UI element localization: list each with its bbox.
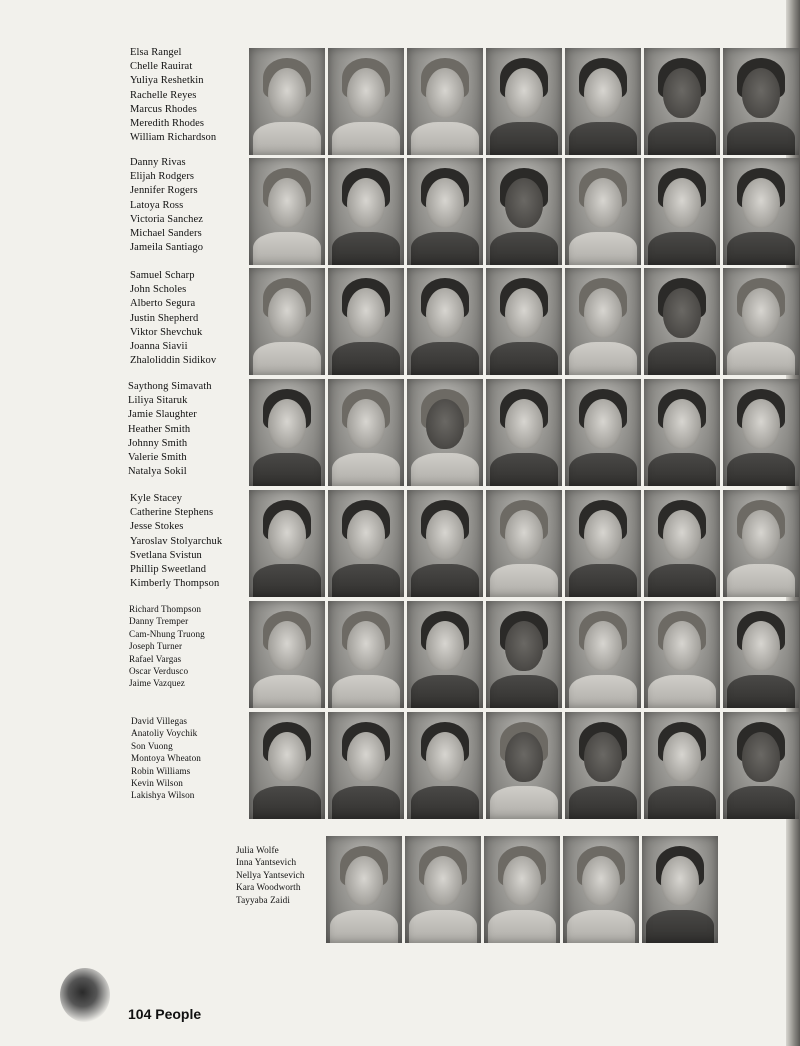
student-name: Johnny Smith bbox=[128, 437, 188, 449]
student-name: Joanna Siavii bbox=[130, 341, 188, 353]
student-photo bbox=[565, 490, 641, 597]
student-photo bbox=[486, 158, 562, 265]
name-list-6 bbox=[129, 603, 205, 690]
student-name: Inna Yantsevich bbox=[236, 857, 297, 868]
name-list-1 bbox=[130, 46, 216, 145]
student-name: Kevin Wilson bbox=[131, 778, 183, 789]
student-photo bbox=[249, 268, 325, 375]
student-name: William Richardson bbox=[130, 132, 217, 144]
student-photo bbox=[328, 601, 404, 708]
page-footer bbox=[128, 1006, 201, 1022]
student-name: Marcus Rhodes bbox=[130, 103, 197, 115]
student-photo bbox=[565, 712, 641, 819]
name-list-7 bbox=[131, 715, 201, 802]
student-photo bbox=[565, 379, 641, 486]
student-name: Tayyaba Zaidi bbox=[236, 894, 290, 905]
student-photo bbox=[723, 490, 799, 597]
section-title: People bbox=[155, 1006, 202, 1022]
student-photo bbox=[723, 601, 799, 708]
student-name: Elsa Rangel bbox=[130, 47, 182, 58]
student-photo bbox=[484, 836, 560, 943]
student-name: Yaroslav Stolyarchuk bbox=[130, 535, 223, 547]
student-photo bbox=[407, 379, 483, 486]
student-photo bbox=[486, 490, 562, 597]
name-list-5 bbox=[130, 492, 222, 591]
student-name: Phillip Sweetland bbox=[130, 564, 207, 576]
student-name: Oscar Verdusco bbox=[129, 666, 189, 677]
photo-row-4 bbox=[249, 379, 799, 486]
student-photo bbox=[723, 158, 799, 265]
photo-row-3 bbox=[249, 268, 799, 375]
student-photo bbox=[644, 268, 720, 375]
student-name: Yuliya Reshetkin bbox=[130, 75, 204, 87]
student-photo bbox=[565, 158, 641, 265]
student-photo bbox=[249, 48, 325, 155]
student-photo bbox=[328, 158, 404, 265]
photo-row-8 bbox=[326, 836, 718, 943]
photo-row-5 bbox=[249, 490, 799, 597]
student-name: Kimberly Thompson bbox=[130, 578, 220, 590]
student-name: Justin Shepherd bbox=[130, 312, 199, 324]
student-photo bbox=[326, 836, 402, 943]
student-photo bbox=[405, 836, 481, 943]
student-name: Danny Rivas bbox=[130, 157, 186, 168]
student-name: Heather Smith bbox=[128, 423, 191, 435]
student-photo bbox=[486, 712, 562, 819]
student-photo bbox=[328, 268, 404, 375]
student-name: Danny Tremper bbox=[129, 616, 189, 627]
student-photo bbox=[486, 379, 562, 486]
student-photo bbox=[407, 48, 483, 155]
page-number: 104 bbox=[128, 1006, 152, 1022]
student-name: Richard Thompson bbox=[129, 604, 202, 614]
student-photo bbox=[407, 490, 483, 597]
student-name: Viktor Shevchuk bbox=[130, 326, 203, 338]
student-name: Son Vuong bbox=[131, 740, 173, 751]
student-name: Nellya Yantsevich bbox=[236, 869, 305, 880]
photo-row-2 bbox=[249, 158, 799, 265]
student-photo bbox=[565, 601, 641, 708]
student-photo bbox=[249, 601, 325, 708]
student-photo bbox=[723, 48, 799, 155]
name-list-4 bbox=[128, 380, 212, 479]
student-name: Natalya Sokil bbox=[128, 466, 187, 478]
student-photo bbox=[328, 712, 404, 819]
student-photo bbox=[486, 268, 562, 375]
student-name: Cam-Nhung Truong bbox=[129, 628, 205, 639]
student-name: Victoria Sanchez bbox=[130, 213, 203, 225]
name-list-8 bbox=[236, 844, 305, 906]
student-name: Jaime Vazquez bbox=[129, 678, 185, 689]
student-name: Jameila Santiago bbox=[130, 242, 204, 254]
student-name: David Villegas bbox=[131, 716, 188, 726]
student-photo bbox=[328, 48, 404, 155]
student-photo bbox=[407, 158, 483, 265]
student-name: Saythong Simavath bbox=[128, 381, 212, 392]
student-name: Anatoliy Voychik bbox=[131, 728, 198, 739]
student-photo bbox=[407, 268, 483, 375]
student-photo bbox=[723, 268, 799, 375]
student-name: Robin Williams bbox=[131, 765, 191, 776]
student-photo bbox=[644, 601, 720, 708]
student-photo bbox=[486, 48, 562, 155]
student-name: Joseph Turner bbox=[129, 641, 183, 652]
student-name: Jesse Stokes bbox=[130, 521, 184, 533]
student-name: Michael Sanders bbox=[130, 228, 202, 240]
ink-smudge bbox=[60, 968, 110, 1022]
student-photo bbox=[563, 836, 639, 943]
student-name: Jamie Slaughter bbox=[128, 409, 197, 421]
student-name: Chelle Rauirat bbox=[130, 61, 193, 73]
student-photo bbox=[642, 836, 718, 943]
student-name: Lakishya Wilson bbox=[131, 790, 195, 801]
student-photo bbox=[249, 490, 325, 597]
student-name: Catherine Stephens bbox=[130, 507, 214, 519]
student-photo bbox=[644, 490, 720, 597]
photo-row-1 bbox=[249, 48, 799, 155]
student-photo bbox=[644, 48, 720, 155]
student-name: Montoya Wheaton bbox=[131, 753, 201, 764]
student-photo bbox=[644, 712, 720, 819]
photo-row-7 bbox=[249, 712, 799, 819]
student-photo bbox=[407, 601, 483, 708]
student-name: Liliya Sitaruk bbox=[128, 395, 188, 407]
student-name: Jennifer Rogers bbox=[130, 185, 198, 197]
student-photo bbox=[565, 48, 641, 155]
student-name: Rachelle Reyes bbox=[130, 89, 197, 101]
student-photo bbox=[328, 379, 404, 486]
student-photo bbox=[249, 712, 325, 819]
student-name: Rafael Vargas bbox=[129, 653, 182, 664]
photo-row-6 bbox=[249, 601, 799, 708]
student-photo bbox=[723, 712, 799, 819]
student-photo bbox=[644, 379, 720, 486]
student-name: Svetlana Svistun bbox=[130, 549, 202, 561]
name-list-3 bbox=[130, 269, 216, 368]
student-name: Zhaloliddin Sidikov bbox=[130, 355, 217, 367]
student-photo bbox=[723, 379, 799, 486]
student-name: Alberto Segura bbox=[130, 298, 196, 310]
student-photo bbox=[249, 379, 325, 486]
student-photo bbox=[328, 490, 404, 597]
student-name: Kara Woodworth bbox=[236, 882, 301, 893]
student-name: Valerie Smith bbox=[128, 452, 187, 464]
student-photo bbox=[407, 712, 483, 819]
student-name: Julia Wolfe bbox=[236, 845, 279, 855]
student-name: Elijah Rodgers bbox=[130, 171, 195, 183]
student-photo bbox=[565, 268, 641, 375]
student-name: Samuel Scharp bbox=[130, 270, 195, 281]
student-name: Kyle Stacey bbox=[130, 493, 183, 504]
student-name: John Scholes bbox=[130, 284, 187, 296]
student-name: Meredith Rhodes bbox=[130, 118, 205, 130]
student-photo bbox=[644, 158, 720, 265]
student-photo bbox=[486, 601, 562, 708]
name-list-2 bbox=[130, 156, 203, 255]
student-photo bbox=[249, 158, 325, 265]
student-name: Latoya Ross bbox=[130, 199, 184, 211]
